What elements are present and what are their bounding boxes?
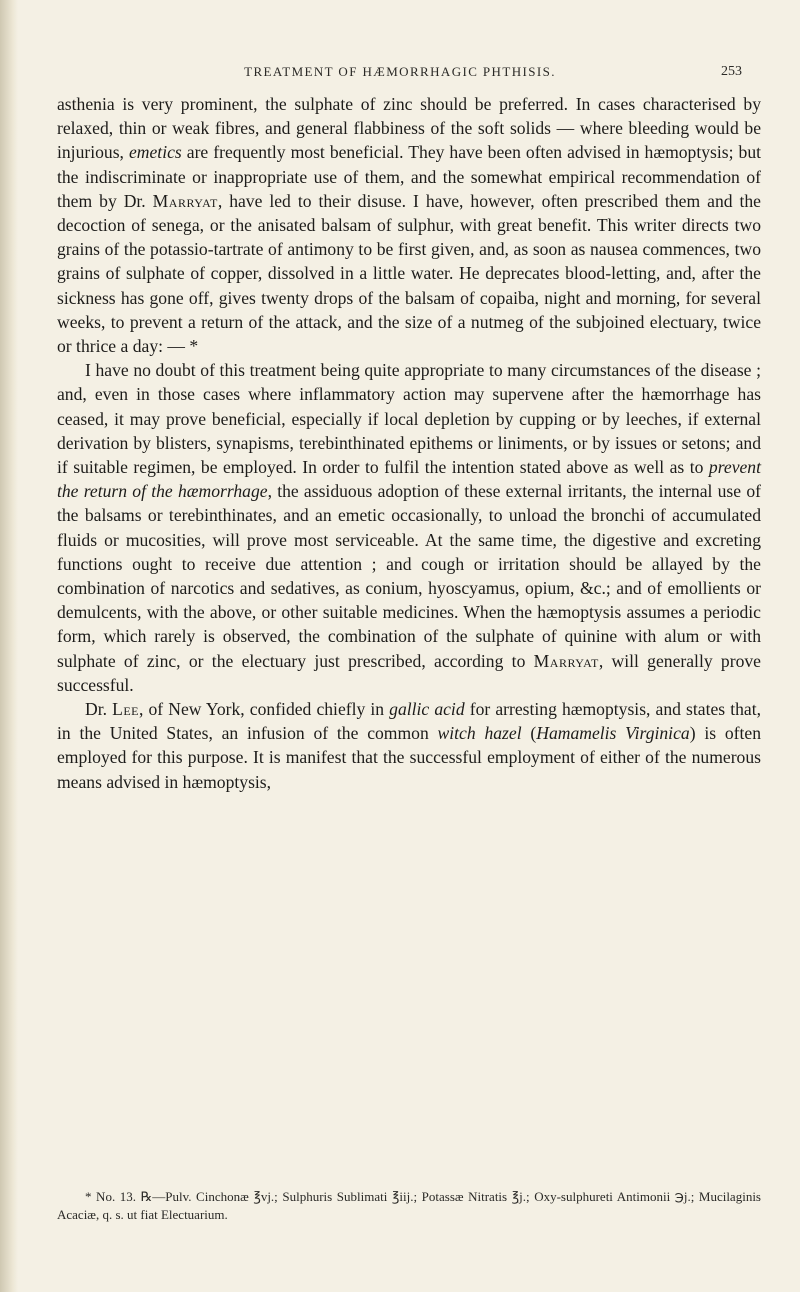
paragraph-3-text-a: Dr. xyxy=(85,699,113,720)
paragraph-3-text-c: for arresting hæmoptysis, and states that, in the United States, an infusion of the common xyxy=(57,699,761,744)
emphasis-witch-hazel: witch hazel xyxy=(437,723,522,744)
paragraph-3-text-e: ) is often employed for this purpose. It is manifest that the successful employment of either of the numerous means advised in hæmoptysis, xyxy=(57,723,762,792)
paragraph-3-text-d: ( xyxy=(521,723,537,744)
body-text xyxy=(57,92,761,794)
emphasis-gallic-acid: gallic acid xyxy=(389,699,465,720)
paragraph-1-text-b: are frequently most beneficial. They have been often advised in hæmoptysis; but the indiscriminate or inappropriate use of them, and the somewhat empirical recommendation of them by Dr. xyxy=(57,142,761,211)
paragraph-2-text-b: , the assiduous adoption of these external irritants, the internal use of the balsams or terebinthinates, and an emetic occasionally, to unload the bronchi of accumulated fluids or mucosities, will prove most serviceable. At the same time, the digestive and excreting functions ought to receive due attention ; and cough or irritation should be allayed by the combination of narcotics and sedatives, as conium, hyoscyamus, opium, &c.; and of emollients or demulcents, with the above, or other suitable medicines. When the hæmoptysis assumes a periodic form, which rarely is observed, the combination of the sulphate of quinine with alum or with sulphate of zinc, or the electuary just prescribed, according to xyxy=(57,481,761,671)
emphasis-hamamelis: Hamamelis Virginica xyxy=(536,723,690,744)
paragraph-2 xyxy=(57,358,761,697)
emphasis-emetics: emetics xyxy=(128,142,182,163)
paragraph-3-text-b: , of New York, confided chiefly in xyxy=(139,699,390,720)
paragraph-2-text-c: , will generally prove successful. xyxy=(57,650,761,695)
page-binding-shadow xyxy=(0,0,18,1292)
author-name-lee: Lee xyxy=(112,699,140,720)
author-name-marryat-2: Marryat xyxy=(533,650,599,671)
paragraph-1 xyxy=(57,92,761,358)
emphasis-prevent-return: prevent the return of the hæmorrhage xyxy=(57,457,761,502)
paragraph-3 xyxy=(57,697,761,794)
footnote: * No. 13. ℞—Pulv. Cinchonæ ℥vj.; Sulphuris Sublimati ℥iij.; Potassæ Nitratis ℥j.; Oxy-sulphureti Antimonii ℈j.; Mucilaginis Acaciæ, q. s. ut fiat Electuarium. xyxy=(57,1189,761,1222)
page-number: 253 xyxy=(721,64,742,79)
author-name-marryat: Marryat xyxy=(152,190,218,211)
page-header xyxy=(0,64,800,88)
paragraph-1-text-c: , have led to their disuse. I have, however, often prescribed them and the decoction of senega, or the anisated balsam of sulphur, with great benefit. This writer directs two grains of the potassio-tartrate of antimony to be first given, and, as soon as nausea commences, two grains of sulphate of copper, dissolved in a little water. He deprecates blood-letting, and, after the sickness has gone off, gives twenty drops of the balsam of copaiba, night and morning, for several weeks, to prevent a return of the attack, and the size of a nutmeg of the subjoined electuary, twice or thrice a day: — * xyxy=(57,190,761,357)
paragraph-2-text-a: I have no doubt of this treatment being quite appropriate to many circumstances of the disease ; and, even in those cases where inflammatory action may supervene after the hæmorrhage has ceased, it may prove beneficial, especially if local depletion by cupping or by leeches, if external derivation by blisters, synapisms, terebinthinated epithems or liniments, or by issues or setons; and if suitable regimen, be employed. In order to fulfil the intention stated above as well as to xyxy=(57,360,761,478)
running-title: TREATMENT OF HÆMORRHAGIC PHTHISIS. xyxy=(244,64,556,79)
paragraph-1-text-a: asthenia is very prominent, the sulphate of zinc should be preferred. In cases characterised by relaxed, thin or weak fibres, and general flabbiness of the soft solids — where bleeding would be injurious, xyxy=(57,94,761,163)
